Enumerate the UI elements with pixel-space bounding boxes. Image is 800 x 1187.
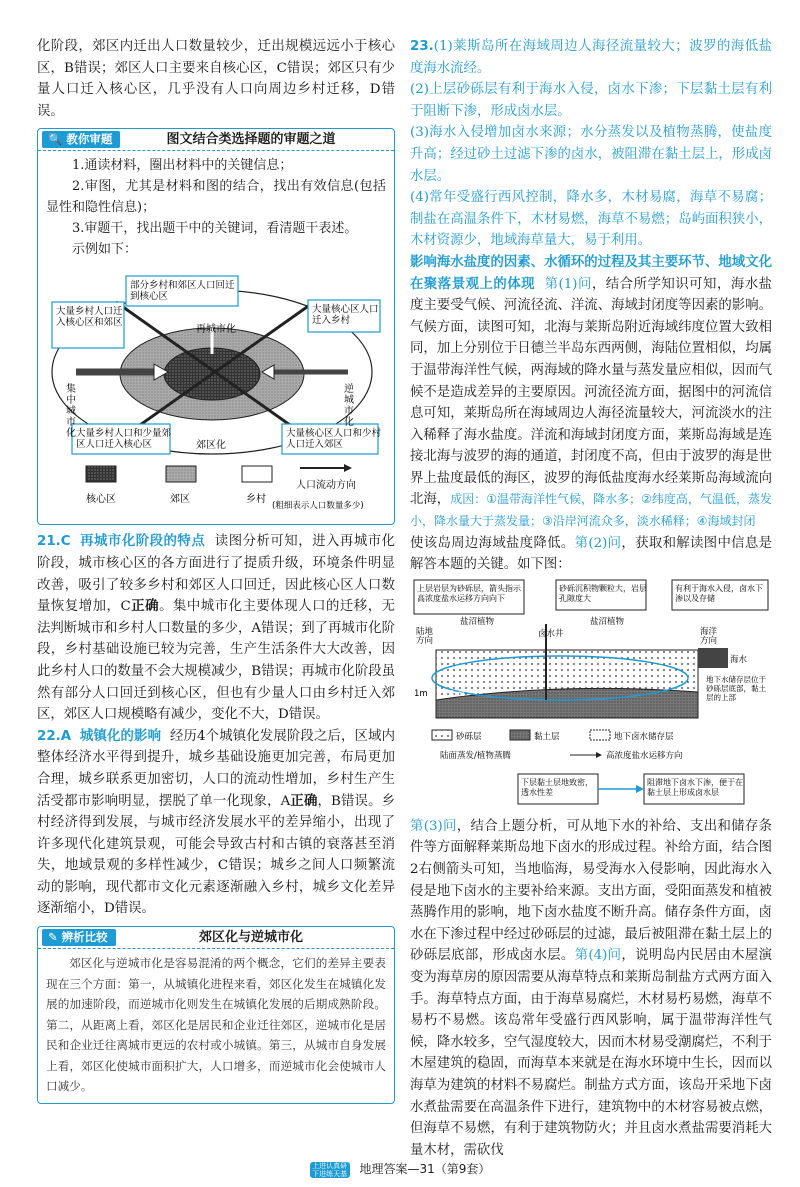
compare-title: 郊区化与逆城市化 [198,930,303,946]
box-upper-sand: 上层岩层为砂砾层，箭头指示高浓度盐水运移方向向下 [417,583,521,603]
key-flow: 高浓度盐水运移方向 [606,750,683,761]
compare-box [37,926,395,1104]
key-evap: 陆面蒸发/植物蒸腾 [440,750,511,761]
label-sea: 海洋方向 [700,626,718,646]
teach-box [37,128,395,525]
legend-flow: 人口流动方向 [296,480,356,492]
compare-tag: ✎ 辨析比较 [42,929,116,946]
stage-counter: 逆城市化 [344,384,354,429]
label-storage: 地下水储存层位于砂砾层底部，黏土层的上部 [706,674,766,702]
pencil-icon: ✎ [48,930,58,945]
q23-a2: (2)上层砂砾层有利于海水入侵，卤水下渗；下层黏土层有利于阻断下渗，形成卤水层。 [410,82,772,119]
label-seawater: 海水 [730,654,748,665]
intro-paragraph: 化阶段，郊区内迁出人口数量较少，迁出规模远远小于核心区，B错误；郊区人口主要来自核心区，C错误；郊区只有少量人口迁入核心区，几乎没有人口向周边乡村迁移，D错误。 [37,39,395,119]
compare-text: 郊区化与逆城市化是容易混淆的两个概念，它们的差异主要表现在三个方面：第一，从城镇化进程来看，郊区化发生在城镇化发展的加速阶段，而逆城市化则发生在城镇化发展的后期成熟阶段。第二，从距离上看，郊区化是居民和企业迁往郊区，逆城市化是居民和企业迁往离城市更远的农村或小城镇。第三，从城市自身发展上看，郊区化使城市面积扩大，人口增多，而逆城市化会使城市人口减少。 [46,956,386,1094]
stage-concentrate: 集中城市化 [66,384,76,440]
callout-1: 部分乡村和郊区人口回迁到核心区 [130,280,235,303]
brine-diagram [410,578,772,814]
callout-4: 大量乡村人口和少量郊区人口迁入核心区 [76,428,172,451]
callout-5: 大量核心区人口和少村人口迁入郊区 [286,428,382,451]
publisher-logo: 上进认真研 下进练天基 [310,1162,350,1178]
legend-core: 核心区 [86,494,116,506]
box-grain: 砂砾沉积物颗粒大，岩层孔隙度大 [559,583,647,603]
box-seawater: 有利于海水入侵，卤水下渗以及存储 [675,583,763,603]
q23-analysis: 影响海水盐度的因素、水循环的过程及其主要环节、地域文化在聚落景观上的体现 第(1)问，结合所学知识可知，海水盐度主要受气候、河流径流、洋流、海域封闭度等因素的影响。气候方面，读图可知，北海与莱斯岛附近海域纬度位置大致相同，加上分别位于日德兰半岛东西两侧，海陆位置相似，均属于温带海洋性气候，两海域的降水量与蒸发量应相似，因而气候不是造成差异的主要原因。河流径流方面，据图中的河流信息可知，莱斯岛所在海域周边人海径流量较大，河流淡水的注入稀释了海水盐度。洋流和海域封闭度方面，莱斯岛海域是连接北海与波罗的海的通道，封闭度不高，但由于波罗的海是世界上盐度最低的海区，波罗的海低盐度海水经莱斯岛海域流向北海，成因：①温带海洋性气候，降水多；②纬度高，气温低，蒸发小，降水量大于蒸发量；③沿岸河流众多，淡水稀释；④海域封闭 [410,254,773,529]
key-clay: 黏土层 [534,731,560,742]
label-plant2: 盐沼植物 [590,616,625,627]
q23-a4: (4)常年受盛行西风控制，降水多，木材易腐，海草不易腐；制盐在高温条件下，木材易燃，海草不易燃；岛屿面积狭小，木材资源少，地域海草量大，易于利用。 [410,190,772,249]
label-plant: 盐沼植物 [460,616,495,627]
analysis-2: 使该岛周边海域盐度降低。第(2)问，获取和解读图中信息是解答本题的关键。如下图： [410,535,773,573]
legend-suburb: 郊区 [170,494,190,506]
box-block: 阻滞地下卤水下渗，便于在黏土层上形成卤水层 [647,777,743,797]
label-land: 陆地方向 [416,626,434,646]
legend-rural: 乡村 [246,494,266,506]
analysis-3: 第(3)问，结合上题分析，可从地下水的补给、支出和储存条件等方面解释莱斯岛地下卤水的形成过程。补给方面，结合图2右侧箭头可知，当地临海，易受海水入侵影响，因此海水入侵是地下卤水的主要补给来源。支出方面，受阳面蒸发和植被蒸腾作用的影响，地下卤水盐度不断升高。储存条件方面，卤水在下渗过程中经过砂砾层的过滤，最后被阻滞在黏土层上的砂砾层底部，形成卤水层。第(4)问，说明岛内民居由木屋演变为海草房的原因需要从海草特点和莱斯岛制盐方式两方面入手。海草特点方面，由于海草易腐烂，木材易朽易燃，海草不易朽不易燃。该岛常年受盛行西风影响，属于温带海洋性气候，降水较多，空气湿度较大，因而木材易受潮腐烂，不利于木屋建筑的稳固，而海草本来就是在海水环境中生长，因而以海草为建筑的材料不易腐烂。制盐方式方面，该岛开采地下卤水煮盐需要在高温条件下进行，建筑物中的木材容易被点燃，但海草不易燃，有利于建筑物防火；并且卤水煮盐需要消耗大量木材，需砍伐 [410,818,773,1158]
teach-tag: 🔍 教你审题 [42,131,120,148]
key-brine: 地下卤水储存层 [614,731,674,742]
callout-3: 大量核心区人口迁入乡村 [312,304,379,327]
magnifier-icon: 🔍 [48,132,63,147]
teach-title: 图文结合类选择题的审题之道 [166,132,336,148]
page-footer [0,1160,800,1178]
stage-recity: 再城市化 [196,324,236,336]
callout-2: 大量乡村人口迁入核心区和郊区 [56,306,123,329]
label-well: 卤水井 [538,628,564,639]
legend-note: (粗细表示人口数量多少) [272,501,364,512]
box-clay: 下层黏土层地致密，透水性差 [521,777,593,797]
teach-line: 1.通读材料，圈出材料中的关键信息； [72,158,293,174]
label-depth: 10 m [444,688,465,698]
teach-line: 3.审题干，找出题干中的关键词，看清题干表述。 [72,221,358,237]
q22: 22.A 城镇化的影响 经历4个城镇化发展阶段之后，区域内整体经济水平得到提升，城乡基础设施更加完善，布局更加合理，城乡联系更加密切，人口的流动性增加，乡村生产生活受都市影响明显，摆脱了单一化现象，A正确，B错误。乡村经济得到发展，与城市经济发展水平的差异缩小，出现了许多现代化建筑景观，可能会导致古村和古镇的衰落甚至消失，地域景观的多样性减少，C错误；城乡之间人口频繁流动的影响，现代都市文化元素逐渐融入乡村，城乡文化差异逐渐缩小，D错误。 [37,728,396,917]
q23-a3: (3)海水入侵增加卤水来源；水分蒸发以及植物蒸腾，使盐度升高；经过砂土过滤下渗的卤水，被阻滞在黏土层上，形成卤水层。 [410,125,772,184]
q21: 21.C 再城市化阶段的特点 读图分析可知，进入再城市化阶段，城市核心区的各方面进行了提质升级，环境条件明显改善，吸引了较多乡村和郊区人口回迁，因此核心区人口数量恢复增加，C正确。集中城市化主要体现人口的迁移，无法判断城市和乡村人口数量的多少，A错误；到了再城市化阶段，乡村基础设施已较为完善，生产生活条件大大改善，因此乡村人口的数量不会大规模减少，B错误；再城市化阶段虽然有部分人口回迁到核心区，但也有少量人口由乡村迁入郊区，郊区人口规模略有减少，变化不大，D错误。 [37,534,396,723]
teach-line: 2.审图，尤其是材料和图的结合，找出有效信息(包括显性和隐性信息)； [46,179,386,216]
right-column [410,36,772,1161]
page-number: 地理答案—31（第9套） [359,1162,491,1176]
left-column [37,36,395,1110]
stage-suburb: 郊区化 [196,440,226,452]
urbanization-diagram [46,262,386,516]
label-scale: 1m [414,688,428,699]
teach-line: 示例如下： [72,242,138,258]
q23-a1: 23.(1)莱斯岛所在海域周边人海径流量较大；波罗的海低盐度海水流经。 [410,39,772,76]
key-sand: 砂砾层 [456,731,482,742]
